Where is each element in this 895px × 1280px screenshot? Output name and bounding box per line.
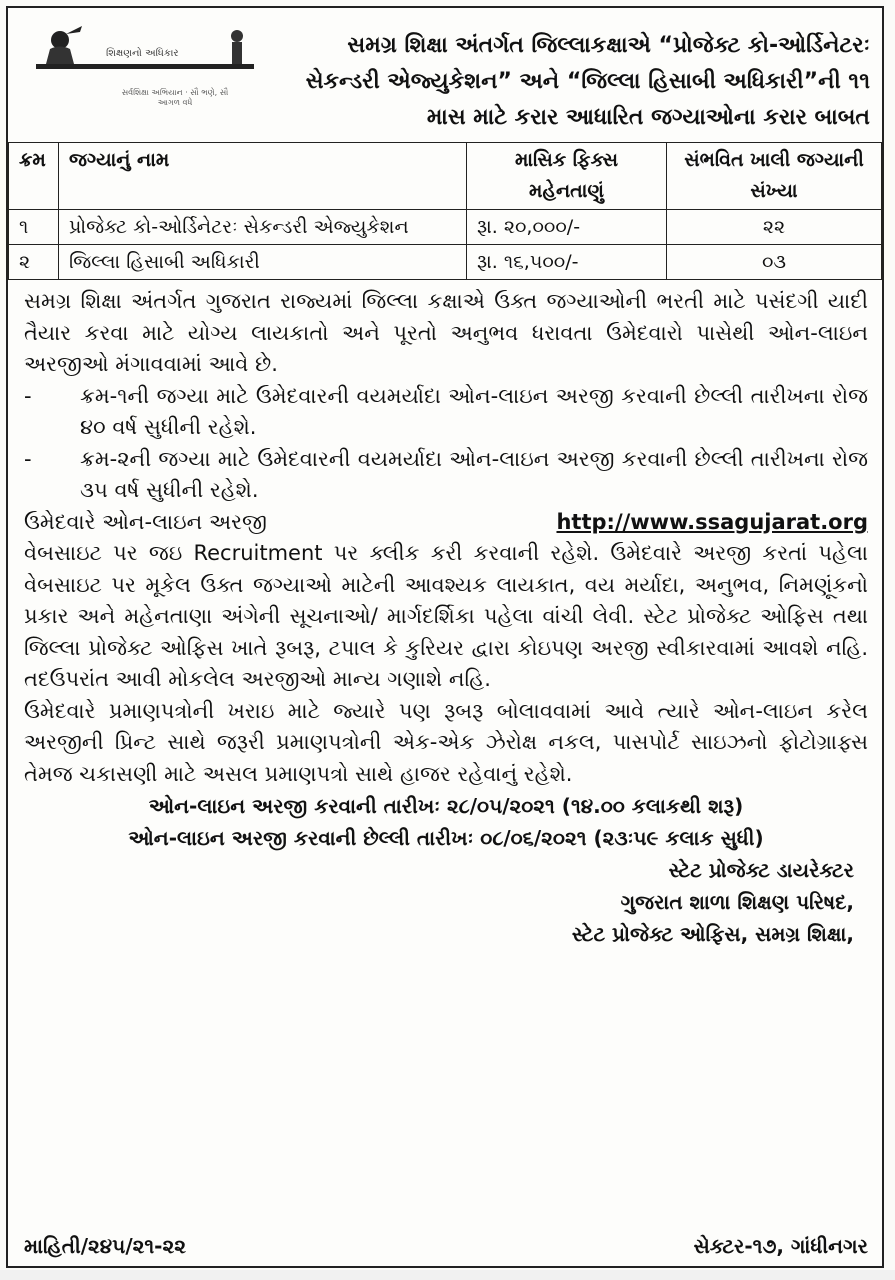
bullet-item xyxy=(24,381,868,444)
website-link[interactable]: http://www.ssagujarat.org xyxy=(556,509,868,534)
advertisement-notice xyxy=(6,6,884,1268)
header-salary: માસિક ફિક્સ મહેનતાણું xyxy=(467,143,667,210)
apply-line xyxy=(24,507,868,539)
notice-footer xyxy=(8,1234,882,1258)
bullet-dash: - xyxy=(24,383,32,408)
cell-salary: રૂા. ૨૦,૦૦૦/- xyxy=(467,210,667,245)
reference-number: માહિતી/૨૪૫/૨૧-૨૨ xyxy=(24,1234,186,1258)
cell-serial: ૧ xyxy=(9,210,59,245)
header-vacancies: સંભવિત ખાલી જગ્યાની સંખ્યા xyxy=(667,143,882,210)
notice-header xyxy=(8,8,882,142)
bullet-item xyxy=(24,444,868,507)
intro-paragraph: સમગ્ર શિક્ષા અંતર્ગત ગુજરાત રાજ્યમાં જિલ્લા કક્ષાએ ઉક્ત જગ્યાઓની ભરતી માટે પસંદગી યાદી તૈયાર કરવા માટે યોગ્ય લાયકાતો અને પૂરતો અનુભવ ધરાવતા ઉમેદવારો પાસેથી ઓન-લાઇન અરજીઓ મંગાવવામાં આવે છે. xyxy=(24,289,868,376)
cell-vacancies: ૨૨ xyxy=(667,210,882,245)
documents-paragraph: ઉમેદવારે પ્રમાણપત્રોની ખરાઇ માટે જ્યારે પણ રૂબરૂ બોલાવવામાં આવે ત્યારે ઓન-લાઇન કરેલ અરજીની પ્રિન્ટ સાથે જરૂરી પ્રમાણપત્રોની એક-એક ઝેરોક્ષ નકલ, પાસપોર્ટ સાઇઝનો ફોટોગ્રાફ્સ તેમજ ચકાસણી માટે અસલ પ્રમાણપત્રો સાથે હાજર રહેવાનું રહેશે. xyxy=(24,698,868,786)
cell-salary: રૂા. ૧૬,૫૦૦/- xyxy=(467,245,667,280)
start-date: ઓન-લાઇન અરજી કરવાની તારીખઃ ૨૮/૦૫/૨૦૨૧ (૧૪.૦૦ કલાકથી શરૂ) xyxy=(148,794,744,818)
bullet-text: ક્રમ-૧ની જગ્યા માટે ઉમેદવારની વયમર્યાદા ઓન-લાઇન અરજી કરવાની છેલ્લી તારીખના રોજ ૪૦ વર્ષ સુધીની રહેશે. xyxy=(80,383,868,439)
signature-line-2: ગુજરાત શાળા શિક્ષણ પરિષદ, xyxy=(620,890,854,914)
logo-tagline: સર્વશિક્ષા અભિયાન · સૌ ભણે, સૌ આગળ વધે xyxy=(121,88,229,107)
signature-line-4: સેક્ટર-૧૭, ગાંધીનગર xyxy=(693,1234,868,1258)
cell-serial: ૨ xyxy=(9,245,59,280)
bottom-strip xyxy=(0,1270,895,1280)
table-header-row xyxy=(9,143,882,210)
table-row xyxy=(9,210,882,245)
last-date: ઓન-લાઇન અરજી કરવાની છેલ્લી તારીખઃ ૦૮/૦૬/૨૦૨૧ (૨૩ઃ૫૯ કલાક સુધી) xyxy=(128,826,764,850)
signature-line-1: સ્ટેટ પ્રોજેક્ટ ડાયરેક્ટર xyxy=(668,858,854,882)
posts-table xyxy=(8,142,882,280)
header-post-name: જગ્યાનું નામ xyxy=(59,143,467,210)
cell-vacancies: ૦૩ xyxy=(667,245,882,280)
logo-org-text: શિક્ષણનો અધિકાર xyxy=(106,48,179,59)
signature-line-3: સ્ટેટ પ્રોજેક્ટ ઓફિસ, સમગ્ર શિક્ષા, xyxy=(571,922,854,946)
apply-paragraph: વેબસાઇટ પર જઇ Recruitment પર ક્લીક કરી કરવાની રહેશે. ઉમેદવારે અરજી કરતાં પહેલા વેબસાઇટ પર મૂકેલ ઉક્ત જગ્યાઓ માટેની આવશ્યક લાયકાત, વય મર્યાદા, અનુભવ, નિમણૂંકનો પ્રકાર અને મહેનતાણા અંગેની સૂચનાઓ/ માર્ગદર્શિકા પહેલા વાંચી લેવી. સ્ટેટ પ્રોજેક્ટ ઓફિસ તથા જિલ્લા પ્રોજેક્ટ ઓફિસ ખાતે રૂબરૂ, ટપાલ કે કુરિયર દ્વારા કોઇપણ અરજી સ્વીકારવામાં આવશે નહિ. તદઉપરાંત આવી મોકલેલ અરજીઓ માન્ય ગણાશે નહિ. xyxy=(24,541,868,691)
bullet-dash: - xyxy=(24,446,32,471)
cell-post-name: જિલ્લા હિસાબી અધિકારી xyxy=(59,245,467,280)
notice-title: સમગ્ર શિક્ષા અંતર્ગત જિલ્લાકક્ષાએ “પ્રોજેક્ટ કો-ઓર્ડિનેટરઃ સેકન્ડરી એજ્યુકેશન” અને “જિલ્લા હિસાબી અધિકારી”ની ૧૧ માસ માટે કરાર આધારિત જગ્યાઓના કરાર બાબત xyxy=(305,33,870,130)
logo xyxy=(8,8,270,142)
table-row xyxy=(9,245,882,280)
apply-lead: ઉમેદવારે ઓન-લાઇન અરજી xyxy=(24,509,267,534)
cell-post-name: પ્રોજેક્ટ કો-ઓર્ડિનેટરઃ સેકન્ડરી એજ્યુકેશન xyxy=(59,210,467,245)
bullet-text: ક્રમ-૨ની જગ્યા માટે ઉમેદવારની વયમર્યાદા ઓન-લાઇન અરજી કરવાની છેલ્લી તારીખના રોજ ૩૫ વર્ષ સુધીની રહેશે. xyxy=(80,446,868,502)
header-serial: ક્રમ xyxy=(9,143,59,210)
notice-body xyxy=(8,280,882,950)
